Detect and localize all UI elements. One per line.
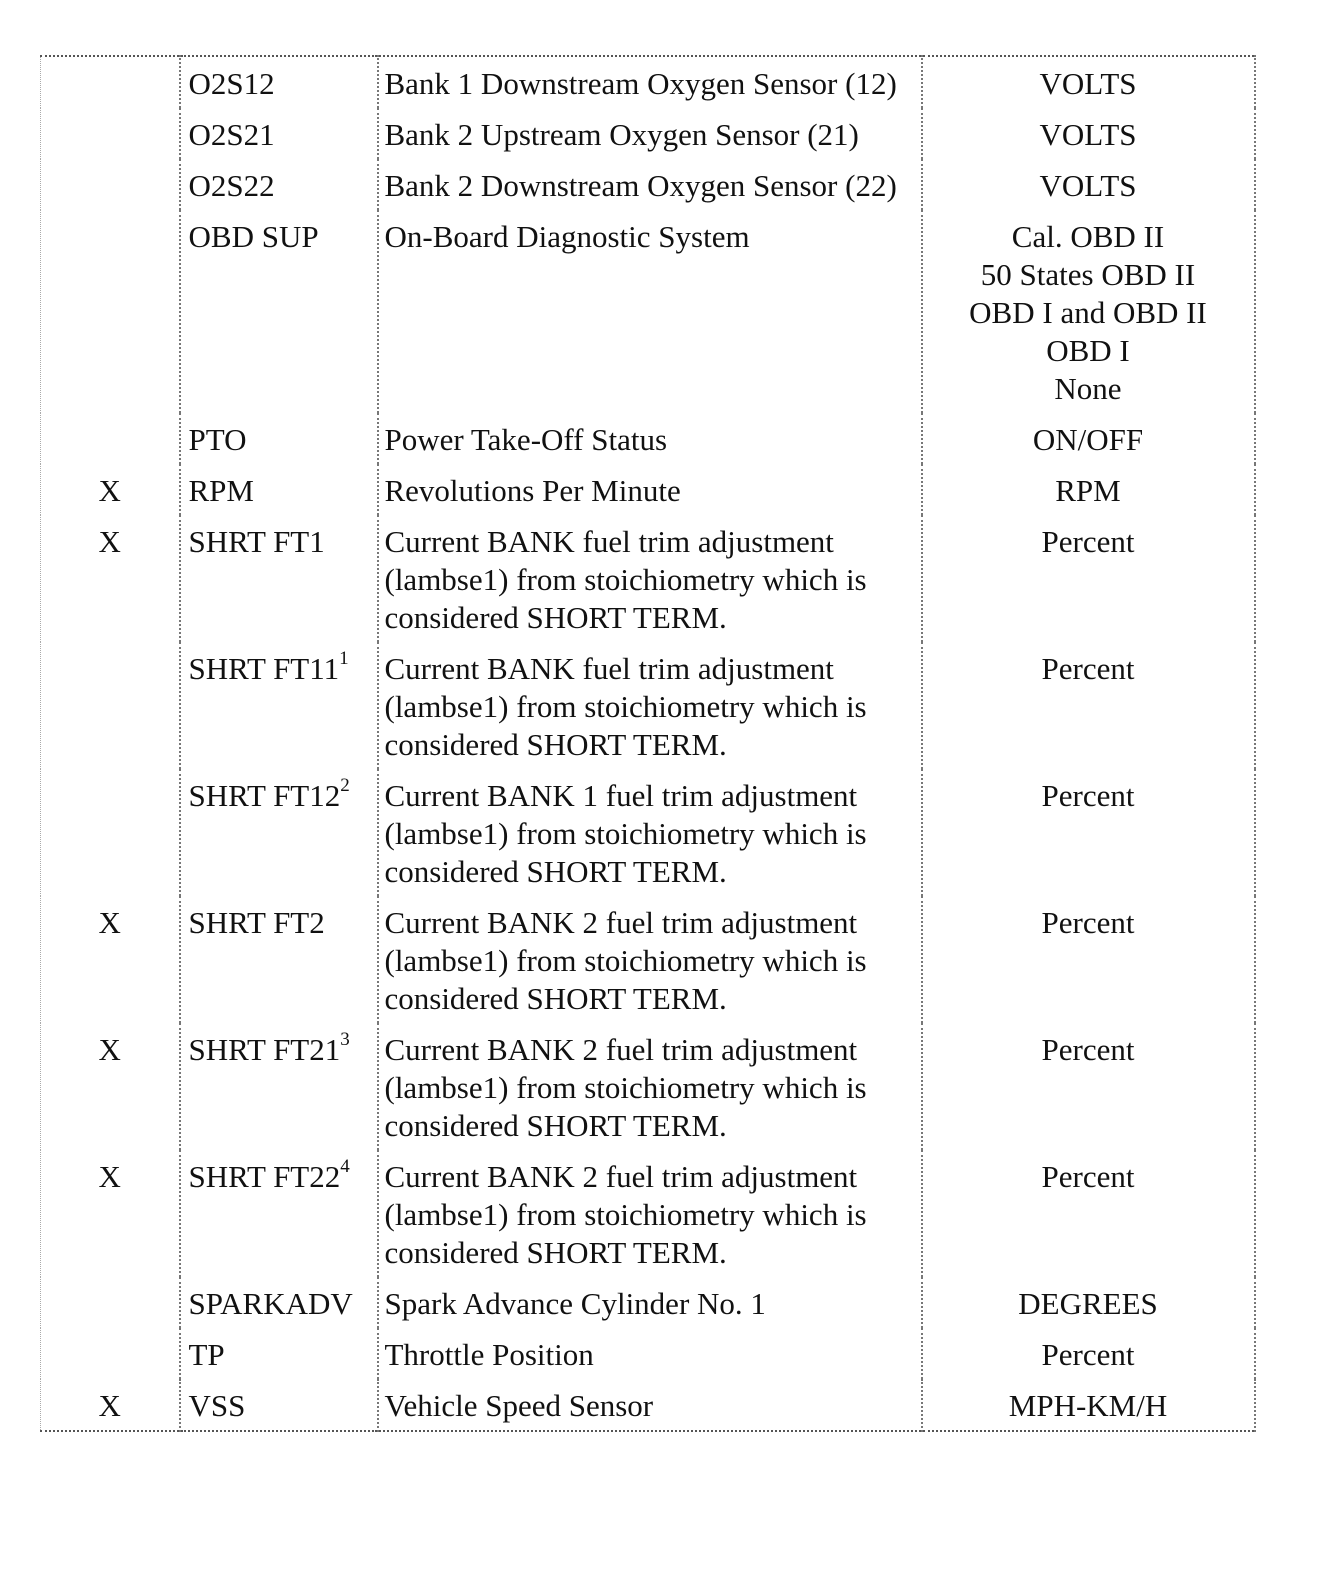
- units-cell: [922, 1328, 1255, 1379]
- units-cell: [922, 210, 1255, 413]
- units-cell: [922, 56, 1255, 108]
- pid-name: SPARKADV: [188, 1286, 353, 1321]
- table-row: [41, 56, 1255, 108]
- pid-name: SHRT FT11: [188, 651, 340, 686]
- description-cell: Current BANK 1 fuel trim adjustment (lambse1) from stoichiometry which is considered SHORT TERM.: [378, 769, 922, 896]
- pid-name-cell: [180, 1277, 378, 1328]
- support-mark-cell: [41, 159, 180, 210]
- pid-name-cell: [180, 1150, 378, 1277]
- description-cell: Bank 1 Downstream Oxygen Sensor (12): [378, 56, 922, 108]
- units-cell: [922, 464, 1255, 515]
- support-mark-cell: [41, 56, 180, 108]
- units-cell: [922, 1023, 1255, 1150]
- pid-name-cell: [180, 210, 378, 413]
- pid-name-cell: [180, 515, 378, 642]
- unit-value: Percent: [1041, 1032, 1135, 1067]
- description-cell: Spark Advance Cylinder No. 1: [378, 1277, 922, 1328]
- description-cell: On-Board Diagnostic System: [378, 210, 922, 413]
- pid-name: SHRT FT1: [188, 524, 325, 559]
- support-mark-cell: [41, 1277, 180, 1328]
- table-row: [41, 1023, 1255, 1150]
- unit-value: ON/OFF: [1032, 422, 1144, 457]
- pid-name: O2S12: [188, 66, 275, 101]
- units-cell: [922, 1379, 1255, 1431]
- table-row: [41, 210, 1255, 413]
- unit-value: Percent: [1041, 651, 1135, 686]
- pid-name-cell: [180, 1023, 378, 1150]
- support-mark-cell: X: [41, 896, 180, 1023]
- support-mark-cell: [41, 413, 180, 464]
- table-row: [41, 108, 1255, 159]
- unit-value: MPH-KM/H: [1008, 1388, 1168, 1423]
- description-cell: Bank 2 Upstream Oxygen Sensor (21): [378, 108, 922, 159]
- description-cell: Current BANK 2 fuel trim adjustment (lambse1) from stoichiometry which is considered SHORT TERM.: [378, 1023, 922, 1150]
- footnote-marker: 1: [339, 647, 349, 669]
- footnote-marker: 3: [340, 1028, 350, 1050]
- pid-name-cell: [180, 108, 378, 159]
- units-cell: [922, 413, 1255, 464]
- units-cell: [922, 515, 1255, 642]
- pid-name: SHRT FT12: [188, 778, 341, 813]
- pid-name-cell: [180, 413, 378, 464]
- support-mark-cell: [41, 769, 180, 896]
- pid-name-cell: [180, 1328, 378, 1379]
- description-cell: Throttle Position: [378, 1328, 922, 1379]
- table-row: [41, 464, 1255, 515]
- support-mark-cell: [41, 210, 180, 413]
- support-mark-cell: X: [41, 515, 180, 642]
- unit-value: DEGREES: [1018, 1286, 1158, 1321]
- table-row: [41, 159, 1255, 210]
- description-cell: Current BANK fuel trim adjustment (lambse1) from stoichiometry which is considered SHORT TERM.: [378, 515, 922, 642]
- table-row: [41, 1328, 1255, 1379]
- pid-name: OBD SUP: [188, 219, 319, 254]
- description-cell: Current BANK fuel trim adjustment (lambse1) from stoichiometry which is considered SHORT TERM.: [378, 642, 922, 769]
- table-row: [41, 769, 1255, 896]
- description-cell: Bank 2 Downstream Oxygen Sensor (22): [378, 159, 922, 210]
- unit-value: 50 States OBD II: [980, 257, 1196, 292]
- support-mark-cell: [41, 1328, 180, 1379]
- description-cell: Current BANK 2 fuel trim adjustment (lambse1) from stoichiometry which is considered SHORT TERM.: [378, 1150, 922, 1277]
- pid-name: PTO: [188, 422, 247, 457]
- unit-value: OBD I and OBD II: [969, 295, 1207, 330]
- units-cell: [922, 769, 1255, 896]
- description-cell: Revolutions Per Minute: [378, 464, 922, 515]
- footnote-marker: 4: [340, 1155, 350, 1177]
- table-row: [41, 896, 1255, 1023]
- unit-value: Percent: [1041, 1337, 1135, 1372]
- support-mark-cell: [41, 108, 180, 159]
- support-mark-cell: X: [41, 1023, 180, 1150]
- pid-name: SHRT FT21: [188, 1032, 341, 1067]
- table-row: [41, 1277, 1255, 1328]
- footnote-marker: 2: [340, 774, 350, 796]
- unit-value: VOLTS: [1039, 168, 1137, 203]
- units-cell: [922, 1277, 1255, 1328]
- pid-name: SHRT FT2: [188, 905, 325, 940]
- support-mark-cell: X: [41, 464, 180, 515]
- pid-name: SHRT FT22: [188, 1159, 341, 1194]
- support-mark-cell: [41, 642, 180, 769]
- parameter-table: [40, 55, 1256, 1432]
- unit-value: Percent: [1041, 524, 1135, 559]
- unit-value: None: [1054, 371, 1122, 406]
- pid-name: RPM: [188, 473, 254, 508]
- units-cell: [922, 896, 1255, 1023]
- pid-name-cell: [180, 896, 378, 1023]
- pid-name: VSS: [188, 1388, 246, 1423]
- table-row: [41, 515, 1255, 642]
- table-row: [41, 642, 1255, 769]
- unit-value: Cal. OBD II: [1011, 219, 1165, 254]
- unit-value: OBD I: [1046, 333, 1130, 368]
- support-mark-cell: X: [41, 1150, 180, 1277]
- description-cell: Power Take-Off Status: [378, 413, 922, 464]
- pid-name-cell: [180, 642, 378, 769]
- units-cell: [922, 108, 1255, 159]
- description-cell: Current BANK 2 fuel trim adjustment (lambse1) from stoichiometry which is considered SHORT TERM.: [378, 896, 922, 1023]
- table-row: [41, 1379, 1255, 1431]
- units-cell: [922, 159, 1255, 210]
- unit-value: Percent: [1041, 778, 1135, 813]
- pid-name: O2S21: [188, 117, 275, 152]
- unit-value: Percent: [1041, 1159, 1135, 1194]
- pid-name-cell: [180, 56, 378, 108]
- units-cell: [922, 1150, 1255, 1277]
- table-row: [41, 1150, 1255, 1277]
- parameter-table-body: [41, 56, 1255, 1431]
- unit-value: VOLTS: [1039, 66, 1137, 101]
- units-cell: [922, 642, 1255, 769]
- description-cell: Vehicle Speed Sensor: [378, 1379, 922, 1431]
- unit-value: VOLTS: [1039, 117, 1137, 152]
- pid-name: O2S22: [188, 168, 275, 203]
- pid-name-cell: [180, 159, 378, 210]
- unit-value: RPM: [1055, 473, 1121, 508]
- unit-value: Percent: [1041, 905, 1135, 940]
- support-mark-cell: X: [41, 1379, 180, 1431]
- pid-name-cell: [180, 769, 378, 896]
- table-row: [41, 413, 1255, 464]
- pid-name: TP: [188, 1337, 225, 1372]
- pid-name-cell: [180, 464, 378, 515]
- pid-name-cell: [180, 1379, 378, 1431]
